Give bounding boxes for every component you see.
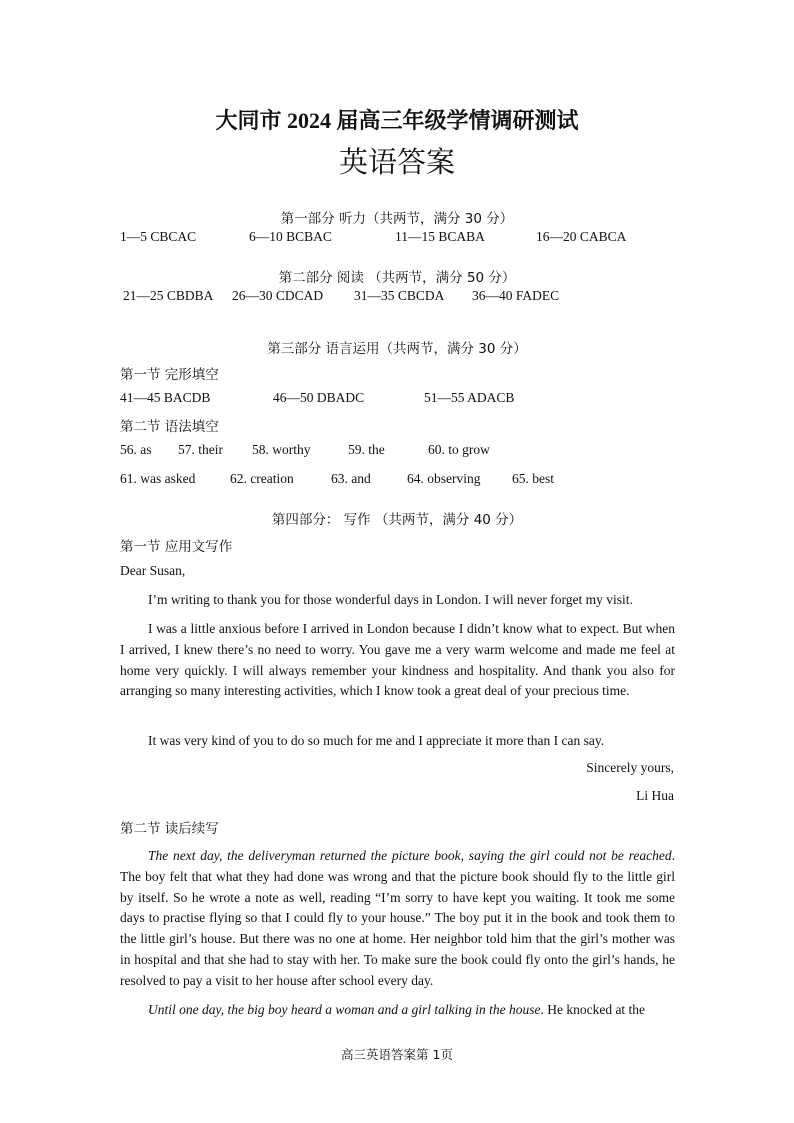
- grammar-answer-61: 61. was asked: [120, 471, 196, 486]
- part3-heading: 第三部分 语言运用（共两节，满分 30 分）: [267, 341, 527, 357]
- part2-answer-1: 21—25 CBDBA: [123, 288, 214, 303]
- grammar-answer-65: 65. best: [512, 471, 554, 486]
- grammar-answer-64: 64. observing: [407, 471, 481, 486]
- grammar-answer-57: 57. their: [178, 442, 223, 457]
- document-subtitle: 英语答案: [338, 145, 455, 179]
- part1-answer-4: 16—20 CABCA: [536, 229, 627, 244]
- page-footer: 高三英语答案第 1页: [341, 1047, 453, 1062]
- part2-answer-3: 31—35 CBCDA: [354, 288, 445, 303]
- part2-answer-2: 26—30 CDCAD: [232, 288, 324, 303]
- grammar-answer-62: 62. creation: [230, 471, 294, 486]
- continuation-paragraph-1: [120, 846, 675, 992]
- part1-answer-3: 11—15 BCABA: [395, 229, 485, 244]
- grammar-answer-60: 60. to grow: [428, 442, 490, 457]
- part3-section2-label: 第二节 语法填空: [120, 419, 219, 435]
- grammar-answer-58: 58. worthy: [252, 442, 311, 457]
- part1-heading: 第一部分 听力（共两节，满分 30 分）: [280, 211, 514, 227]
- continuation-paragraph-2-lead: Until one day, the big boy heard a woman and a girl talking in the house: [148, 1002, 541, 1017]
- document-title: 大同市 2024 届高三年级学情调研测试: [215, 108, 579, 133]
- part3-answer-2: 46—50 DBADC: [273, 390, 365, 405]
- continuation-paragraph-1-body: . The boy felt that what they had done was wrong and that the picture book should fly to the little girl by itself. So he wrote a note as well, reading “I’m sorry to have kept you waiting. It took me some days to practise flying so that I could fly to your house.” The boy put it in the book and took them to the little girl’s house. But there was no one at home. Her neighbor told him that the girl’s mother was in hospital and that she had to stay with her. To make sure the book could fly onto the girl’s hands, he resolved to pay a visit to her house after school every day.: [120, 848, 675, 988]
- part1-answer-2: 6—10 BCBAC: [249, 229, 332, 244]
- letter-paragraph-1: I’m writing to thank you for those wonderful days in London. I will never forget my visit.: [148, 592, 633, 607]
- part3-answer-1: 41—45 BACDB: [120, 390, 211, 405]
- letter-signature: Li Hua: [636, 788, 674, 803]
- letter-paragraph-2: I was a little anxious before I arrived in London because I didn’t know what to expect. But when I arrived, I knew there’s no need to worry. You gave me a very warm welcome and made me feel at home very quickly. I will always remember your kindness and hospitality. And thank you also for arranging so many interesting activities, which I know took a great deal of your precious time.: [120, 621, 675, 699]
- letter-paragraph-3: It was very kind of you to do so much for me and I appreciate it more than I can say.: [148, 733, 605, 748]
- grammar-answer-56: 56. as: [120, 442, 152, 457]
- part3-section1-label: 第一节 完形填空: [120, 367, 219, 383]
- part2-answer-4: 36—40 FADEC: [472, 288, 560, 303]
- part1-answer-1: 1—5 CBCAC: [120, 229, 197, 244]
- continuation-paragraph-2: [120, 1000, 675, 1021]
- part4-section1-label: 第一节 应用文写作: [120, 539, 233, 555]
- part2-heading: 第二部分 阅读 （共两节，满分 50 分）: [278, 270, 516, 286]
- part4-heading: 第四部分： 写作 （共两节，满分 40 分）: [271, 512, 523, 528]
- part4-section2-label: 第二节 读后续写: [120, 821, 219, 837]
- part3-answer-3: 51—55 ADACB: [424, 390, 515, 405]
- grammar-answer-59: 59. the: [348, 442, 385, 457]
- letter-salutation: Dear Susan,: [120, 563, 186, 578]
- continuation-paragraph-2-body: . He knocked at the: [540, 1002, 646, 1017]
- continuation-paragraph-1-lead: The next day, the deliveryman returned the picture book, saying the girl could not be reached: [148, 848, 672, 863]
- grammar-answer-63: 63. and: [331, 471, 371, 486]
- letter-closing: Sincerely yours,: [586, 760, 674, 775]
